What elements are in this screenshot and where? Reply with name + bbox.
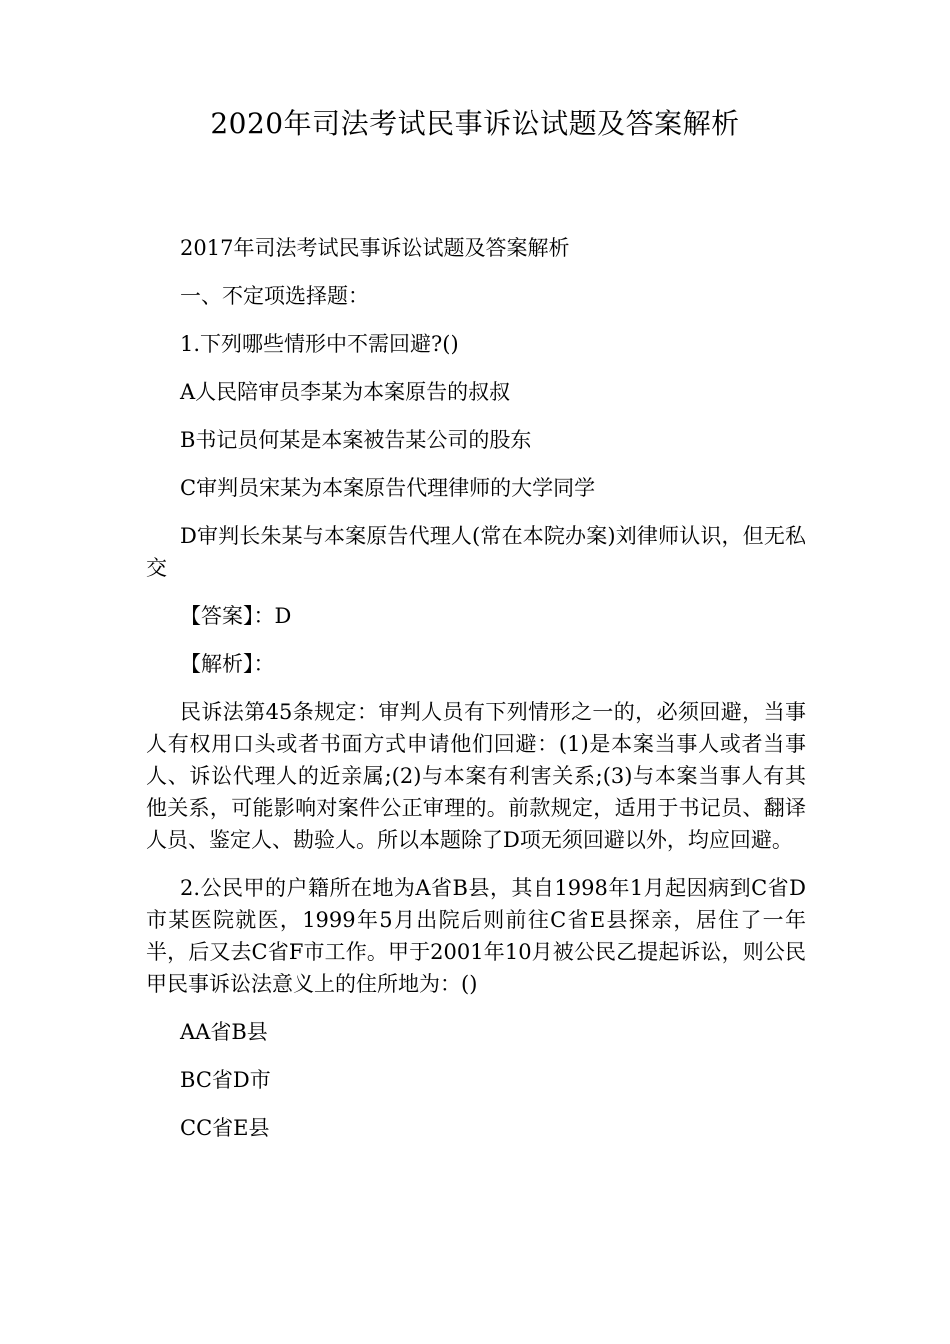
question-2-option-b: BC省D市 — [180, 1068, 271, 1092]
document-body — [146, 232, 806, 1160]
section-heading: 一、不定项选择题： — [180, 284, 369, 308]
question-2: 2.公民甲的户籍所在地为A省B县，其自1998年1月起因病到C省D市某医院就医，1999年5月出院后则前往C省E县探亲，居住了一年半，后又去C省F市工作。甲于2001年10月被公民乙提起诉讼，则公民甲民事诉讼法意义上的住所地为：() — [146, 876, 806, 996]
question-2-option-a: AA省B县 — [180, 1020, 268, 1044]
question-1: 1.下列哪些情形中不需回避?() — [180, 332, 459, 356]
subtitle-paragraph: 2017年司法考试民事诉讼试题及答案解析 — [180, 236, 570, 260]
question-2-option-c: CC省E县 — [180, 1116, 270, 1140]
question-1-option-c: C审判员宋某为本案原告代理律师的大学同学 — [180, 476, 596, 500]
question-1-option-b: B书记员何某是本案被告某公司的股东 — [180, 428, 532, 452]
question-1-option-a: A人民陪审员李某为本案原告的叔叔 — [180, 380, 511, 404]
question-1-analysis: 民诉法第45条规定：审判人员有下列情形之一的，必须回避，当事人有权用口头或者书面方式申请他们回避：(1)是本案当事人或者当事人、诉讼代理人的近亲属;(2)与本案有利害关系;(3)与本案当事人有其他关系，可能影响对案件公正审理的。前款规定，适用于书记员、翻译人员、鉴定人、勘验人。所以本题除了D项无须回避以外，均应回避。 — [146, 700, 806, 852]
question-1-analysis-label: 【解析】： — [180, 652, 275, 676]
question-1-option-d: D审判长朱某与本案原告代理人(常在本院办案)刘律师认识，但无私交 — [146, 524, 806, 580]
question-1-answer: 【答案】：D — [180, 604, 292, 628]
document-title: 2020年司法考试民事诉讼试题及答案解析 — [210, 107, 740, 140]
